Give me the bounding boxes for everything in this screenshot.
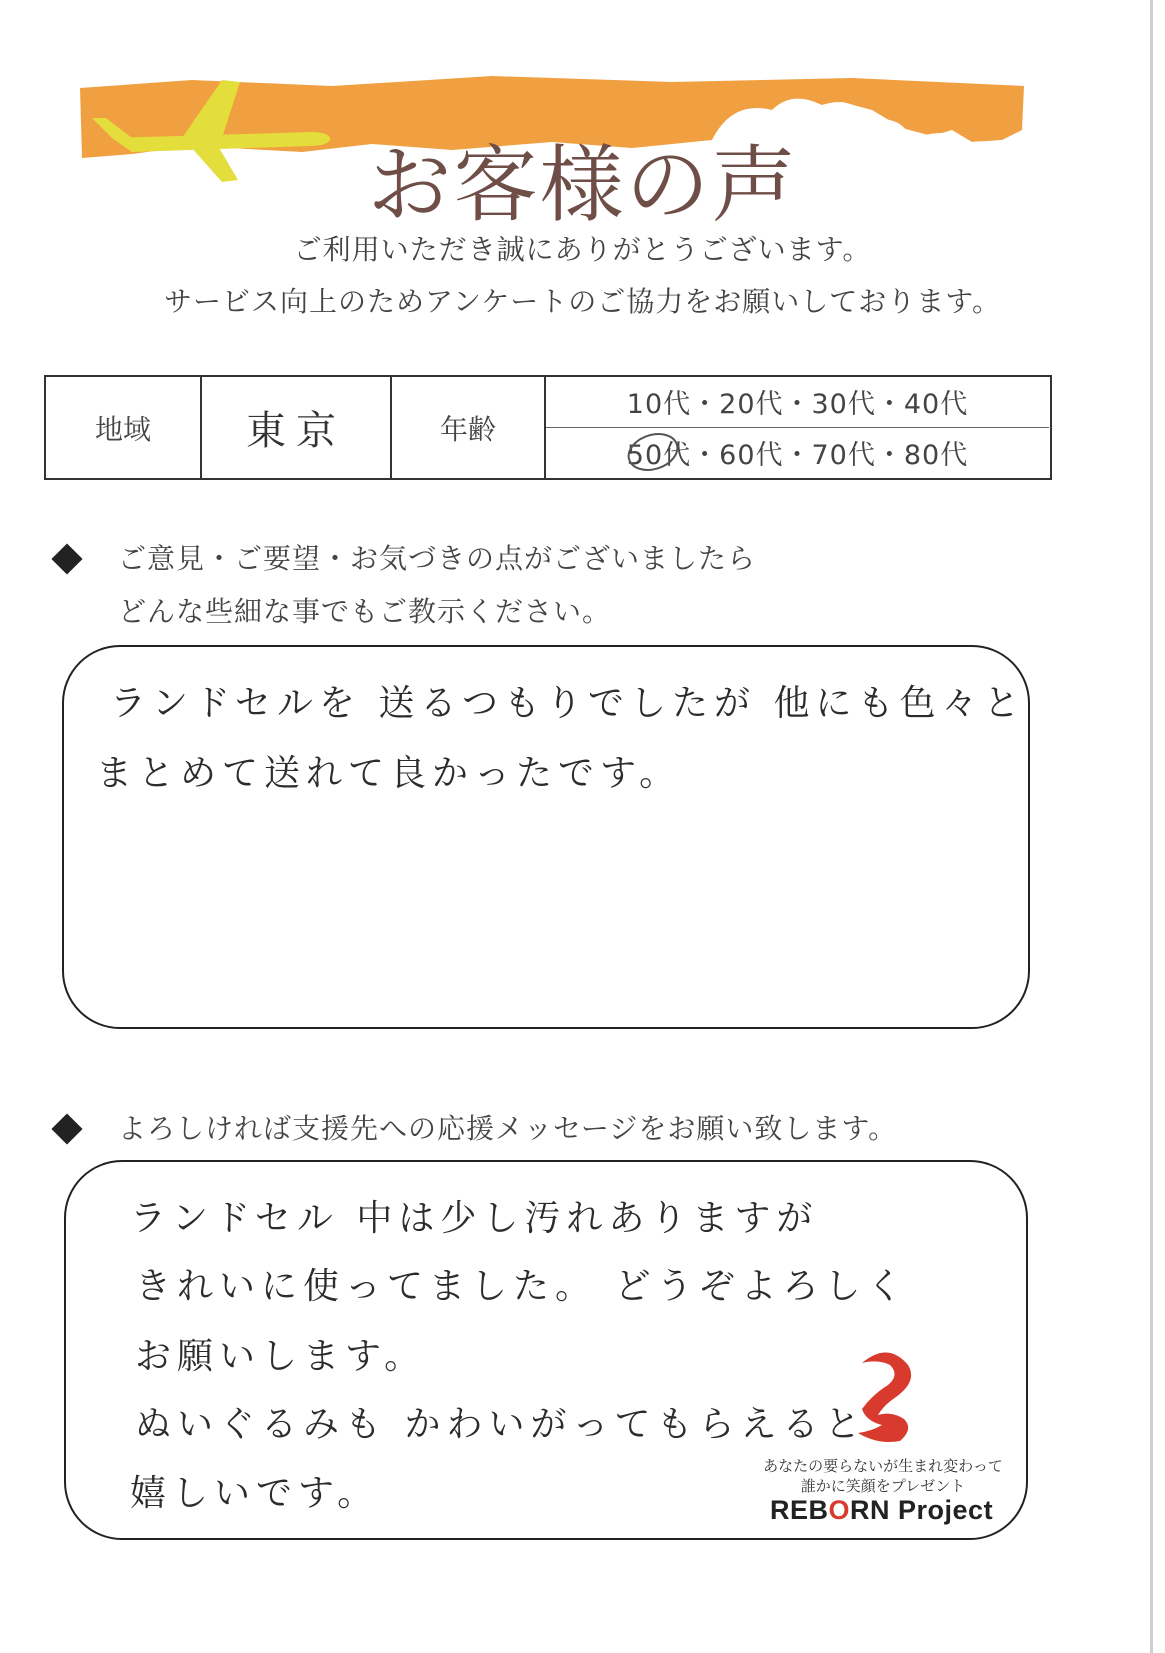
- age-options-row-1: 10代・20代・30代・40代: [546, 377, 1049, 428]
- age-options: [546, 377, 1049, 478]
- scan-edge-line: [1150, 0, 1153, 1653]
- region-value: 東京: [246, 408, 346, 454]
- opinion-prompt-line-1: ご意見・ご要望・お気づきの点がございましたら: [118, 542, 757, 575]
- age-label: 年齢: [392, 377, 546, 478]
- opinion-prompt-line-2: どんな些細な事でもご教示ください。: [118, 595, 612, 628]
- message-answer-line: お願いします。: [135, 1336, 427, 1377]
- info-table: [44, 375, 1052, 480]
- message-prompt: よろしければ支援先への応援メッセージをお願い致します。: [118, 1112, 898, 1145]
- logo-brand-name: [770, 1495, 993, 1526]
- selected-age-circle: [625, 430, 683, 474]
- region-label: 地域: [46, 377, 202, 478]
- intro-text-line-1: ご利用いただき誠にありがとうございます。: [293, 233, 872, 266]
- region-value-cell: [202, 377, 392, 478]
- opinion-answer-line: まとめて送れて良かったです。: [96, 753, 682, 794]
- reborn-logo-icon: [848, 1345, 920, 1445]
- logo-brand-o: O: [828, 1495, 851, 1525]
- message-answer-line: ランドセル 中は少し汚れありますが: [130, 1198, 819, 1239]
- bullet-diamond-icon: [51, 1113, 82, 1144]
- logo-tagline-1: あなたの要らないが生まれ変わって: [763, 1457, 1003, 1475]
- message-answer-line: ぬいぐるみも かわいがってもらえると: [135, 1404, 867, 1445]
- page-title: お客様の声: [367, 136, 798, 234]
- intro-text-line-2: サービス向上のためアンケートのご協力をお願いしております。: [163, 285, 1002, 318]
- logo-brand-part: RN Project: [850, 1495, 994, 1525]
- bullet-diamond-icon: [51, 543, 82, 574]
- logo-tagline-2: 誰かに笑顔をプレゼント: [800, 1477, 966, 1495]
- message-answer-line: 嬉しいです。: [130, 1473, 380, 1514]
- message-answer-line: きれいに使ってました。 どうぞよろしく: [135, 1266, 909, 1307]
- age-options-row-2: 50代・60代・70代・80代: [626, 440, 969, 472]
- logo-brand-part: REB: [770, 1495, 829, 1525]
- opinion-answer-line: ランドセルを 送るつもりでしたが 他にも色々と: [110, 683, 1026, 724]
